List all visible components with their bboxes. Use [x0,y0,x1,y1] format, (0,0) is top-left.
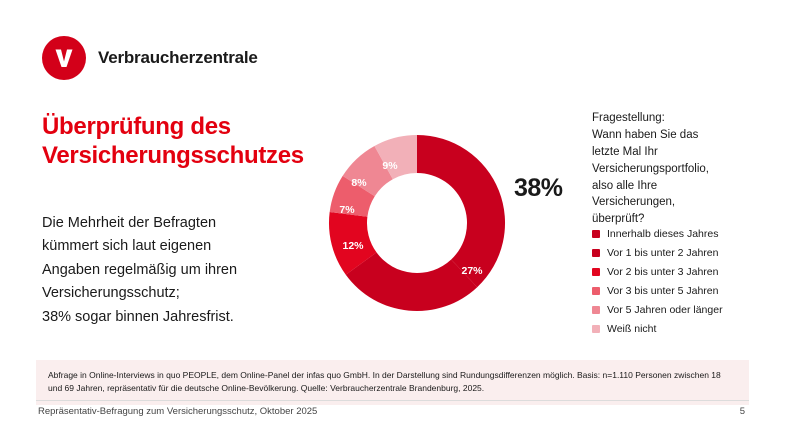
footer-caption: Repräsentativ-Befragung zum Versicherungsschutz, Oktober 2025 [38,406,318,417]
summary-line-1: Die Mehrheit der Befragten [42,215,217,231]
donut-label-5: 9% [382,160,398,172]
donut-label-3: 7% [339,204,355,216]
donut-label-4: 8% [351,177,367,189]
legend-label: Vor 2 bis unter 3 Jahren [607,266,719,278]
question-line-6: Versicherungen, [592,196,676,209]
verbraucherzentrale-v-logo-icon [42,36,86,80]
page-title [42,112,342,171]
legend-label: Weiß nicht [607,323,657,335]
legend-label: Vor 1 bis unter 2 Jahren [607,247,719,259]
question-line-7: überprüft? [592,213,645,226]
legend-item [592,228,772,240]
summary-text [42,212,317,329]
source-note-text [48,369,737,395]
legend-swatch-icon [592,325,600,333]
source-line-1: Abfrage in Online-Interviews in quo PEOPLE, dem Online-Panel der infas quo GmbH. In der Darstellung sind Rundungsdifferenzen möglich. Basis: n=1.110 Personen zwischen 18 [48,370,721,380]
headline-value: 38% [514,174,563,202]
legend-label: Vor 3 bis unter 5 Jahren [607,285,719,297]
legend-item [592,247,772,259]
legend-swatch-icon [592,230,600,238]
summary-line-5: 38% sogar binnen Jahresfrist. [42,308,234,325]
question-line-1: Fragestellung: [592,112,665,124]
source-line-2: und 69 Jahren, repräsentativ für die deutsche Online-Bevölkerung. Quelle: Verbraucherzentrale Brandenburg, 2025. [48,382,485,393]
question-text [592,110,757,228]
footer-divider [36,400,749,401]
legend-item [592,285,772,297]
page-title-line-1: Überprüfung des [42,113,231,140]
question-line-2: Wann haben Sie das [592,128,699,141]
brand-logo [42,36,258,80]
chart-legend [592,228,772,342]
question-line-4: Versicherungsportfolio, [592,162,709,175]
legend-label: Vor 5 Jahren oder länger [607,304,723,316]
source-note [36,360,749,405]
page-title-line-2: Versicherungsschutzes [42,142,304,170]
legend-item [592,304,772,316]
legend-item [592,266,772,278]
legend-label: Innerhalb dieses Jahres [607,228,719,240]
donut-chart-canvas [322,128,512,318]
donut-chart [322,128,572,324]
question-line-5: also alle Ihre [592,179,658,192]
legend-swatch-icon [592,268,600,276]
legend-swatch-icon [592,249,600,257]
legend-swatch-icon [592,287,600,295]
legend-swatch-icon [592,306,600,314]
donut-label-2: 12% [342,240,364,252]
donut-label-1: 27% [461,265,483,277]
question-line-3: letzte Mal Ihr [592,145,658,158]
page-number: 5 [739,406,745,417]
summary-line-2: kümmert sich laut eigenen [42,238,212,255]
summary-line-4: Versicherungsschutz; [42,285,180,302]
legend-item [592,323,772,335]
brand-name: Verbraucherzentrale [98,48,258,67]
summary-line-3: Angaben regelmäßig um ihren [42,261,238,278]
